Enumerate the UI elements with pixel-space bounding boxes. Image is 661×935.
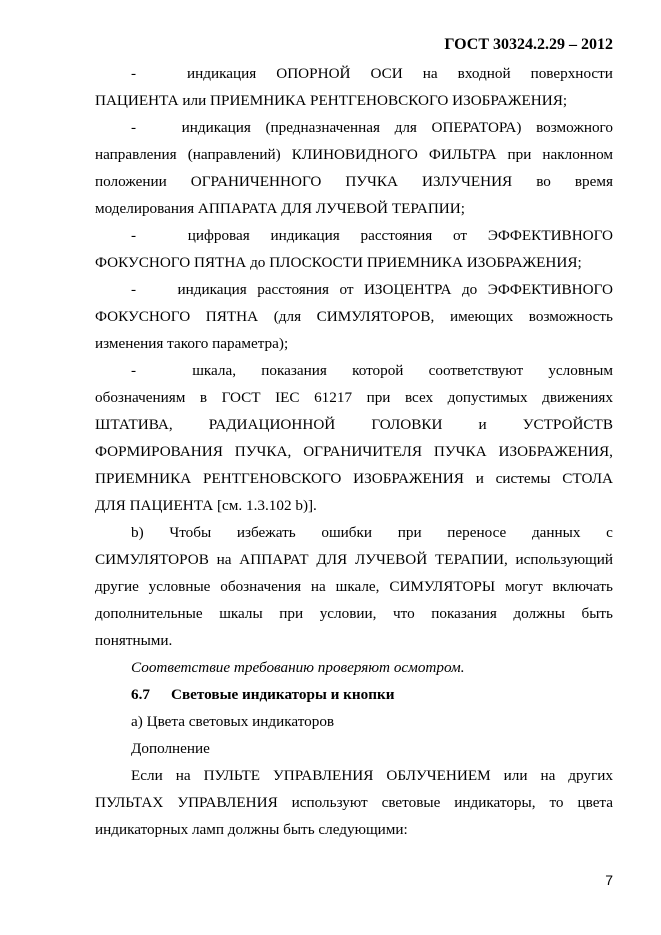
word: ФОРМИРОВАНИЯ [95, 443, 223, 460]
word: ОГРАНИЧИТЕЛЯ [303, 443, 422, 460]
text-line [95, 411, 613, 438]
word: УСТРОЙСТВ [522, 416, 613, 433]
word: ОПЕРАТОРА) [431, 119, 522, 136]
word: дополнительные [95, 605, 203, 622]
text-line [95, 60, 613, 87]
word: Если [131, 767, 163, 784]
page-number: 7 [605, 872, 613, 888]
word: для [394, 119, 417, 136]
word: - [131, 119, 137, 136]
word: ПУЛЬТЕ [203, 767, 261, 784]
word: избежать [236, 524, 296, 541]
text-line: ДЛЯ ПАЦИЕНТА [см. 1.3.102 b)]. [95, 497, 317, 514]
word: 61217 [314, 389, 353, 406]
list-item-isocenter-distance [95, 276, 613, 357]
word: СТОЛА [562, 470, 613, 487]
word: цифровая [187, 227, 250, 244]
word: переносе [447, 524, 507, 541]
subsection-title: а) Цвета световых индикаторов [131, 713, 335, 730]
word: IEC [275, 389, 300, 406]
text-line [95, 789, 613, 816]
word: во [536, 173, 551, 190]
word: ЭФФЕКТИВНОГО [487, 227, 613, 244]
word: системы [495, 470, 551, 487]
text-line: моделирования АППАРАТА ДЛЯ ЛУЧЕВОЙ ТЕРАПИИ; [95, 200, 465, 217]
paragraph-b [95, 519, 613, 654]
addition-label: Дополнение [131, 740, 210, 757]
list-item-wedge-filter [95, 114, 613, 222]
word: быть [581, 605, 613, 622]
word: входной [457, 65, 511, 82]
word: ПЯТНА [205, 308, 259, 325]
word: - [131, 281, 137, 298]
text-line [95, 357, 613, 384]
word: (направлений) [187, 146, 281, 163]
word: ОГРАНИЧЕННОГО [190, 173, 322, 190]
word: соответствуют [428, 362, 524, 379]
word: с [606, 524, 613, 541]
word: световые [381, 794, 441, 811]
word: на [422, 65, 438, 82]
text-line [95, 600, 613, 627]
word: расстояния [257, 281, 329, 298]
text-line [95, 465, 613, 492]
word: условии, [319, 605, 377, 622]
word: индикация [177, 281, 247, 298]
word: Чтобы [169, 524, 212, 541]
word: ОСИ [370, 65, 403, 82]
word: ИЗОБРАЖЕНИЯ, [498, 443, 613, 460]
word: при [279, 605, 304, 622]
word: имеющих [449, 308, 514, 325]
word: на [175, 767, 191, 784]
word: КЛИНОВИДНОГО [291, 146, 418, 163]
word: УПРАВЛЕНИЯ [273, 767, 374, 784]
paragraph-indicator-colors [95, 762, 613, 843]
word: ДЛЯ [316, 551, 348, 568]
word: которой [352, 362, 404, 379]
word: СИМУЛЯТОРОВ [95, 551, 209, 568]
section-heading [95, 681, 613, 708]
word: цвета [577, 794, 613, 811]
word: до [461, 281, 478, 298]
text-line [95, 573, 613, 600]
word: ПУЧКА [345, 173, 399, 190]
text-line: индикаторных ламп должны быть следующими: [95, 821, 408, 838]
word: ГОЛОВКИ [371, 416, 443, 433]
text-line [95, 519, 613, 546]
word: ПУЧКА, [234, 443, 292, 460]
word: (для [273, 308, 302, 325]
text-line: изменения такого параметра); [95, 335, 289, 352]
word: ЭФФЕКТИВНОГО [487, 281, 613, 298]
text-line [95, 762, 613, 789]
word: допустимых [447, 389, 528, 406]
word: ЛУЧЕВОЙ [354, 551, 428, 568]
word: положении [95, 173, 167, 190]
section-number: 6.7 [131, 686, 150, 703]
word: на [540, 767, 556, 784]
word: и [478, 416, 487, 433]
word: движениях [542, 389, 613, 406]
word: (предназначенная [265, 119, 381, 136]
word: могут [504, 578, 543, 595]
word: возможного [536, 119, 613, 136]
word: использующий [515, 551, 613, 568]
document-body [95, 60, 613, 843]
list-item-scale [95, 357, 613, 519]
section-title: Световые индикаторы и кнопки [171, 686, 395, 703]
word: - [131, 227, 137, 244]
text-line [95, 276, 613, 303]
word: то [549, 794, 564, 811]
word: - [131, 65, 137, 82]
word: ПРИЕМНИКА [95, 470, 192, 487]
word: ОПОРНОЙ [276, 65, 351, 82]
word: от [339, 281, 354, 298]
word: данных [531, 524, 581, 541]
word: шкалы [219, 605, 263, 622]
text-line [95, 384, 613, 411]
word: АППАРАТ [239, 551, 309, 568]
word: ТЕРАПИИ, [435, 551, 508, 568]
word: СИМУЛЯТОРЫ [389, 578, 496, 595]
word: РЕНТГЕНОВСКОГО [203, 470, 342, 487]
word: направления [95, 146, 177, 163]
word: шкала, [192, 362, 237, 379]
word: возможность [528, 308, 613, 325]
word: ФИЛЬТРА [428, 146, 497, 163]
word: поверхности [530, 65, 613, 82]
word: условным [548, 362, 613, 379]
word: ОБЛУЧЕНИЕМ [386, 767, 491, 784]
word: всех [404, 389, 434, 406]
document-header: ГОСТ 30324.2.29 – 2012 [444, 36, 613, 53]
word: при [507, 146, 532, 163]
text-line: ПАЦИЕНТА или ПРИЕМНИКА РЕНТГЕНОВСКОГО ИЗОБРАЖЕНИЯ; [95, 92, 568, 109]
word: индикация [187, 65, 257, 82]
word: должны [513, 605, 565, 622]
list-item-reference-axis [95, 60, 613, 114]
text-line [95, 168, 613, 195]
word: в [199, 389, 208, 406]
word: УПРАВЛЕНИЯ [177, 794, 278, 811]
word: ошибки [321, 524, 373, 541]
word: или [503, 767, 528, 784]
list-item-focal-distance [95, 222, 613, 276]
word: других [568, 767, 613, 784]
word: ИЗОБРАЖЕНИЯ [353, 470, 464, 487]
text-line: понятными. [95, 632, 173, 649]
word: наклонном [542, 146, 613, 163]
word: другие [95, 578, 139, 595]
text-line [95, 438, 613, 465]
word: что [393, 605, 415, 622]
word: b) [131, 524, 144, 541]
word: - [131, 362, 137, 379]
word: от [453, 227, 468, 244]
word: включать [552, 578, 613, 595]
word: шкале, [335, 578, 380, 595]
word: условные [148, 578, 211, 595]
word: показания [261, 362, 327, 379]
text-line [95, 546, 613, 573]
word: ИЗОЦЕНТРА [363, 281, 452, 298]
word: расстояния [360, 227, 433, 244]
compliance-note: Соответствие требованию проверяют осмотром. [131, 659, 465, 676]
word: ПУЛЬТАХ [95, 794, 164, 811]
word: СИМУЛЯТОРОВ, [316, 308, 435, 325]
word: при [397, 524, 422, 541]
word: показания [431, 605, 497, 622]
text-line [95, 141, 613, 168]
word: обозначениям [95, 389, 186, 406]
text-line [95, 114, 613, 141]
text-line: ФОКУСНОГО ПЯТНА до ПЛОСКОСТИ ПРИЕМНИКА ИЗОБРАЖЕНИЯ; [95, 254, 582, 271]
text-line [95, 303, 613, 330]
word: ФОКУСНОГО [95, 308, 191, 325]
word: при [366, 389, 391, 406]
word: обозначения [220, 578, 302, 595]
word: время [574, 173, 613, 190]
word: и [475, 470, 484, 487]
word: индикация [181, 119, 251, 136]
word: на [216, 551, 232, 568]
word: РАДИАЦИОННОЙ [208, 416, 336, 433]
word: ШТАТИВА, [95, 416, 173, 433]
word: ГОСТ [221, 389, 261, 406]
word: ИЗЛУЧЕНИЯ [422, 173, 513, 190]
text-line [95, 222, 613, 249]
word: используют [291, 794, 368, 811]
word: на [310, 578, 326, 595]
word: индикация [270, 227, 340, 244]
word: ПУЧКА [433, 443, 487, 460]
word: индикаторы, [454, 794, 536, 811]
